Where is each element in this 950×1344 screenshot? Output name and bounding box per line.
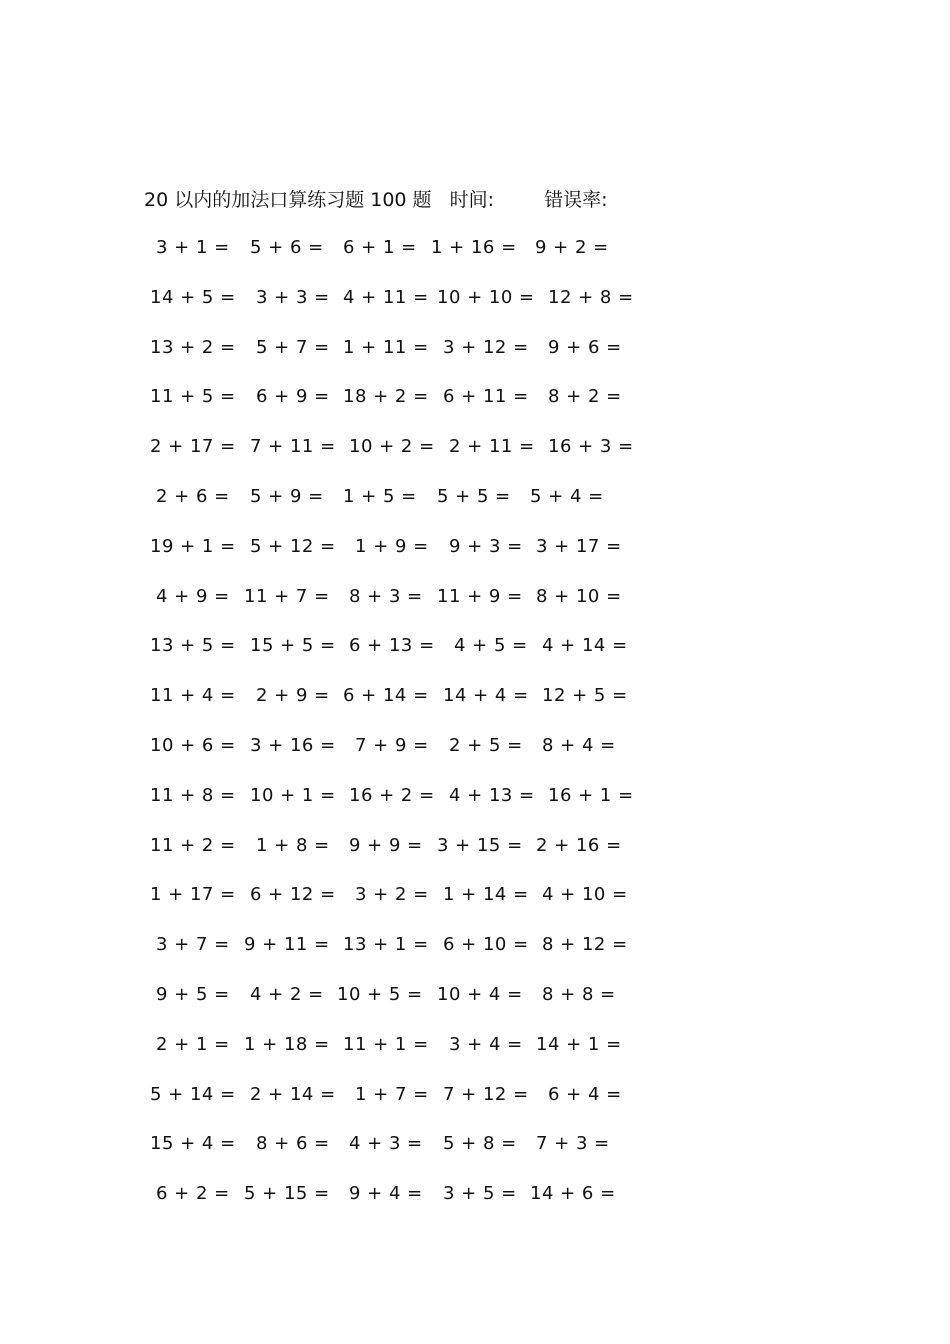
problem-r4-c5: 8 + 2 = [548, 386, 622, 408]
problem-r2-c5: 12 + 8 = [548, 286, 634, 308]
problem-r9-c3: 6 + 13 = [349, 635, 435, 657]
problem-r1-c4: 1 + 16 = [431, 237, 517, 258]
problem-r10-c5: 12 + 5 = [542, 685, 628, 707]
problem-r7-c1: 19 + 1 = [150, 535, 236, 557]
problem-r8-c5: 8 + 10 = [536, 585, 622, 607]
problem-r8-c2: 11 + 7 = [244, 585, 330, 607]
problem-r14-c1: 1 + 17 = [150, 884, 236, 906]
problem-r18-c1: 5 + 14 = [150, 1083, 236, 1105]
problem-r7-c5: 3 + 17 = [536, 535, 622, 557]
problem-r15-c3: 13 + 1 = [343, 934, 429, 956]
time-label: 时间: [449, 189, 495, 211]
problem-r9-c5: 4 + 14 = [542, 635, 628, 657]
problem-r11-c2: 3 + 16 = [250, 735, 336, 756]
problem-r15-c1: 3 + 7 = [156, 934, 230, 956]
problem-r16-c1: 9 + 5 = [156, 984, 230, 1005]
problem-r3-c2: 5 + 7 = [256, 336, 330, 358]
problem-r13-c1: 11 + 2 = [150, 834, 236, 856]
problem-r17-c5: 14 + 1 = [536, 1033, 622, 1055]
problem-r2-c3: 4 + 11 = [343, 286, 429, 308]
problem-r16-c4: 10 + 4 = [437, 984, 523, 1005]
problem-r11-c3: 7 + 9 = [355, 735, 429, 756]
problem-r4-c4: 6 + 11 = [443, 386, 529, 408]
problem-r19-c5: 7 + 3 = [536, 1133, 610, 1155]
problem-r11-c4: 2 + 5 = [449, 735, 523, 756]
problem-r4-c2: 6 + 9 = [256, 386, 330, 408]
problem-r10-c4: 14 + 4 = [443, 685, 529, 707]
problem-r6-c1: 2 + 6 = [156, 486, 230, 507]
problem-r7-c2: 5 + 12 = [250, 535, 336, 557]
error-rate-label: 错误率: [544, 189, 608, 211]
problem-r3-c4: 3 + 12 = [443, 336, 529, 358]
problem-r3-c3: 1 + 11 = [343, 336, 429, 358]
problem-r13-c3: 9 + 9 = [349, 834, 423, 856]
problem-r9-c2: 15 + 5 = [250, 635, 336, 657]
problem-r9-c4: 4 + 5 = [454, 635, 528, 657]
problem-r10-c1: 11 + 4 = [150, 685, 236, 707]
problem-r5-c1: 2 + 17 = [150, 436, 236, 458]
problem-r20-c5: 14 + 6 = [530, 1183, 616, 1205]
worksheet-title: 20 以内的加法口算练习题 100 题 [144, 189, 432, 211]
problem-r2-c2: 3 + 3 = [256, 286, 330, 308]
problem-r18-c4: 7 + 12 = [443, 1083, 529, 1105]
problem-r12-c4: 4 + 13 = [449, 784, 535, 806]
problem-r8-c4: 11 + 9 = [437, 585, 523, 607]
problem-r10-c2: 2 + 9 = [256, 685, 330, 707]
problem-r1-c1: 3 + 1 = [156, 237, 230, 258]
problem-r16-c5: 8 + 8 = [542, 984, 616, 1005]
problem-r11-c5: 8 + 4 = [542, 735, 616, 756]
problem-r17-c4: 3 + 4 = [449, 1033, 523, 1055]
problem-r15-c4: 6 + 10 = [443, 934, 529, 956]
problem-r1-c5: 9 + 2 = [535, 237, 609, 258]
problem-r19-c4: 5 + 8 = [443, 1133, 517, 1155]
problem-r3-c5: 9 + 6 = [548, 336, 622, 358]
problem-r5-c4: 2 + 11 = [449, 436, 535, 458]
problem-r7-c3: 1 + 9 = [355, 535, 429, 557]
problem-r6-c5: 5 + 4 = [530, 486, 604, 507]
problem-r6-c4: 5 + 5 = [437, 486, 511, 507]
problem-r8-c3: 8 + 3 = [349, 585, 423, 607]
problem-r18-c5: 6 + 4 = [548, 1083, 622, 1105]
problem-r20-c3: 9 + 4 = [349, 1183, 423, 1205]
problem-r17-c3: 11 + 1 = [343, 1033, 429, 1055]
problem-r10-c3: 6 + 14 = [343, 685, 429, 707]
problem-r7-c4: 9 + 3 = [449, 535, 523, 557]
problem-r4-c1: 11 + 5 = [150, 386, 236, 408]
problem-r17-c2: 1 + 18 = [244, 1033, 330, 1055]
problem-r6-c3: 1 + 5 = [343, 486, 417, 507]
problem-r18-c2: 2 + 14 = [250, 1083, 336, 1105]
problem-r5-c2: 7 + 11 = [250, 436, 336, 458]
problem-r19-c3: 4 + 3 = [349, 1133, 423, 1155]
problem-r5-c3: 10 + 2 = [349, 436, 435, 458]
problem-r20-c2: 5 + 15 = [244, 1183, 330, 1205]
problem-r13-c5: 2 + 16 = [536, 834, 622, 856]
problem-r1-c2: 5 + 6 = [250, 237, 324, 258]
problem-r20-c4: 3 + 5 = [443, 1183, 517, 1205]
problem-r14-c3: 3 + 2 = [355, 884, 429, 906]
problem-r17-c1: 2 + 1 = [156, 1033, 230, 1055]
problem-r8-c1: 4 + 9 = [156, 585, 230, 607]
problem-r3-c1: 13 + 2 = [150, 336, 236, 358]
problem-r15-c2: 9 + 11 = [244, 934, 330, 956]
problem-r5-c5: 16 + 3 = [548, 436, 634, 458]
problem-r12-c2: 10 + 1 = [250, 784, 336, 806]
problem-r13-c4: 3 + 15 = [437, 834, 523, 856]
problem-r19-c2: 8 + 6 = [256, 1133, 330, 1155]
problem-r12-c5: 16 + 1 = [548, 784, 634, 806]
problem-r12-c1: 11 + 8 = [150, 784, 236, 806]
problem-r13-c2: 1 + 8 = [256, 834, 330, 856]
problem-r4-c3: 18 + 2 = [343, 386, 429, 408]
problem-r1-c3: 6 + 1 = [343, 237, 417, 258]
problem-r16-c2: 4 + 2 = [250, 984, 324, 1005]
problem-r6-c2: 5 + 9 = [250, 486, 324, 507]
problem-r15-c5: 8 + 12 = [542, 934, 628, 956]
problem-r12-c3: 16 + 2 = [349, 784, 435, 806]
problem-r19-c1: 15 + 4 = [150, 1133, 236, 1155]
problem-r14-c5: 4 + 10 = [542, 884, 628, 906]
problem-r2-c1: 14 + 5 = [150, 286, 236, 308]
problem-r14-c4: 1 + 14 = [443, 884, 529, 906]
problem-r11-c1: 10 + 6 = [150, 735, 236, 756]
problem-r2-c4: 10 + 10 = [437, 286, 535, 308]
problem-r16-c3: 10 + 5 = [337, 984, 423, 1005]
problem-r14-c2: 6 + 12 = [250, 884, 336, 906]
problem-r20-c1: 6 + 2 = [156, 1183, 230, 1205]
problem-r18-c3: 1 + 7 = [355, 1083, 429, 1105]
problem-r9-c1: 13 + 5 = [150, 635, 236, 657]
